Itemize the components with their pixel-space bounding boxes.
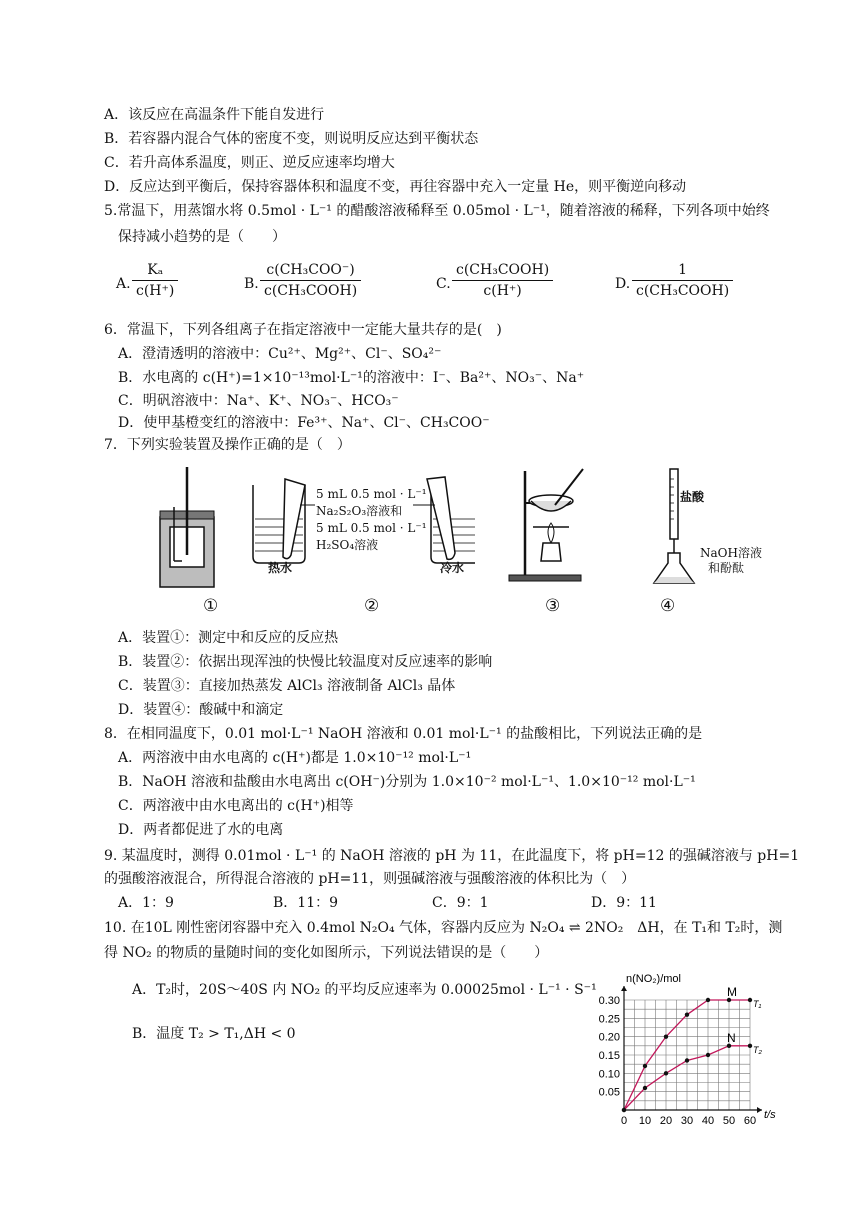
- label-2: ②: [364, 596, 380, 616]
- q5-c-numerator: c(CH₃COOH): [456, 262, 550, 278]
- q5-c-label: C.: [436, 276, 451, 292]
- x-tick-label: 20: [659, 1115, 673, 1127]
- no2-chart: [590, 962, 785, 1130]
- q5-d-numerator: 1: [678, 262, 688, 278]
- app2-text-4: H₂SO₄溶液: [316, 538, 379, 552]
- q10-stem-line1: 10. 在10L 刚性密闭容器中充入 0.4mol N₂O₄ 气体，容器内反应为 N₂O₄ ⇌ 2NO₂ ΔH，在 T₁和 T₂时，测: [104, 920, 783, 936]
- q6-option-d: D．使甲基橙变红的溶液中：Fe³⁺、Na⁺、Cl⁻、CH₃COO⁻: [118, 415, 490, 431]
- q10-stem-line2: 得 NO₂ 的物质的量随时间的变化如图所示，下列说法错误的是（ ）: [104, 945, 549, 961]
- q5-a-numerator: Kₐ: [147, 262, 164, 278]
- naoh-label-1: NaOH溶液: [700, 546, 762, 560]
- q8-option-b: B．NaOH 溶液和盐酸由水电离出 c(OH⁻)分别为 1.0×10⁻² mol·L⁻¹、1.0×10⁻¹² mol·L⁻¹: [118, 774, 696, 790]
- q5-d-fraction: [632, 262, 733, 299]
- series-1-point: [685, 1012, 689, 1016]
- series-1-point: [643, 1064, 647, 1068]
- y-tick-label: 0.30: [598, 995, 620, 1007]
- q9-option-d: D．9：11: [591, 895, 657, 911]
- q10-option-b: B．温度 T₂ > T₁,ΔH < 0: [132, 1026, 296, 1042]
- q8-option-c: C．两溶液中由水电离出的 c(H⁺)相等: [118, 798, 354, 814]
- series-2-name: T₂: [753, 1044, 762, 1055]
- q10-option-a: A．T₂时，20S～40S 内 NO₂ 的平均反应速率为 0.00025mol · L⁻¹ · S⁻¹: [132, 982, 597, 998]
- series-2-point: [622, 1108, 626, 1112]
- series-1-name: T₁: [753, 999, 762, 1009]
- q9-option-a: A．1：9: [118, 895, 174, 911]
- y-tick-label: 0.15: [598, 1050, 620, 1062]
- q5-d-label: D.: [615, 276, 631, 292]
- q5-c-denominator: c(H⁺): [483, 283, 522, 299]
- naoh-label-2: 和酚酞: [708, 561, 745, 575]
- app2-text-3: 5 mL 0.5 mol · L⁻¹: [316, 521, 427, 535]
- label-1: ①: [203, 596, 219, 616]
- q5-c-fraction: [452, 262, 553, 299]
- y-axis-label: n(NO₂)/mol: [626, 973, 681, 985]
- x-tick-label: 30: [680, 1115, 694, 1127]
- apparatus-titration: [650, 465, 700, 590]
- cold-water-label: 冷水: [440, 561, 465, 575]
- q7-stem: 7．下列实验装置及操作正确的是（ ）: [104, 437, 351, 453]
- q8-option-d: D．两者都促进了水的电离: [118, 822, 284, 838]
- apparatus-evaporation: [505, 465, 585, 585]
- series-2-point: [643, 1086, 647, 1090]
- q4-option-c: C．若升高体系温度，则正、逆反应速率均增大: [104, 155, 395, 171]
- q5-b-numerator: c(CH₃COO⁻): [266, 262, 355, 278]
- q5-d-denominator: c(CH₃COOH): [636, 283, 730, 299]
- q9-stem-line2: 的强酸溶液混合，所得混合溶液的 pH=11，则强碱溶液与强酸溶液的体积比为（ ）: [104, 871, 636, 887]
- q5-a-label: A.: [116, 276, 131, 292]
- q8-stem: 8．在相同温度下，0.01 mol·L⁻¹ NaOH 溶液和 0.01 mol·L⁻¹ 的盐酸相比，下列说法正确的是: [104, 726, 703, 742]
- q5-stem-line1: 5.常温下，用蒸馏水将 0.5mol · L⁻¹ 的醋酸溶液稀释至 0.05mol · L⁻¹，随着溶液的稀释，下列各项中始终: [104, 203, 770, 219]
- q7-option-b: B．装置②：依据出现浑浊的快慢比较温度对反应速率的影响: [118, 654, 493, 670]
- x-tick-label: 50: [722, 1115, 736, 1127]
- q5-stem-line2: 保持减小趋势的是（ ）: [118, 229, 286, 245]
- q5-b-denominator: c(CH₃COOH): [264, 283, 358, 299]
- y-tick-label: 0.25: [598, 1013, 620, 1026]
- app2-text-2: Na₂S₂O₃溶液和: [316, 504, 403, 518]
- q5-b-fraction: [260, 262, 361, 299]
- q9-stem-line1: 9. 某温度时，测得 0.01mol · L⁻¹ 的 NaOH 溶液的 pH 为 11，在此温度下，将 pH=12 的强碱溶液与 pH=1: [104, 848, 800, 864]
- q9-option-c: C．9：1: [432, 895, 489, 911]
- series-2-point: [748, 1044, 752, 1048]
- q4-option-b: B．若容器内混合气体的密度不变，则说明反应达到平衡状态: [104, 131, 479, 147]
- series-1-point: [748, 998, 752, 1002]
- x-axis-arrow: [757, 1107, 762, 1113]
- y-tick-label: 0.10: [598, 1068, 620, 1081]
- q9-option-b: B．11：9: [273, 895, 339, 911]
- series-2-point: [664, 1071, 668, 1075]
- x-tick-label: 40: [701, 1115, 715, 1127]
- q4-option-a: A．该反应在高温条件下能自发进行: [104, 107, 325, 123]
- hot-water-label: 热水: [268, 561, 293, 575]
- q6-option-b: B．水电离的 c(H⁺)=1×10⁻¹³mol·L⁻¹的溶液中：I⁻、Ba²⁺、NO₃⁻、Na⁺: [118, 370, 585, 386]
- hcl-label: 盐酸: [680, 490, 705, 504]
- y-tick-label: 0.05: [598, 1086, 620, 1099]
- series-2-point: [685, 1058, 689, 1062]
- apparatus-calorimeter: [158, 465, 218, 590]
- q6-option-a: A．澄清透明的溶液中：Cu²⁺、Mg²⁺、Cl⁻、SO₄²⁻: [118, 346, 442, 362]
- q6-option-c: C．明矾溶液中：Na⁺、K⁺、NO₃⁻、HCO₃⁻: [118, 393, 399, 409]
- q5-a-fraction: [132, 262, 178, 299]
- y-tick-label: 0.20: [598, 1031, 620, 1044]
- label-3: ③: [545, 596, 561, 616]
- app2-text-1: 5 mL 0.5 mol · L⁻¹: [316, 487, 427, 501]
- q6-stem: 6．常温下，下列各组离子在指定溶液中一定能大量共存的是( ): [104, 322, 502, 338]
- label-4: ④: [660, 596, 676, 616]
- q7-option-d: D．装置④：酸碱中和滴定: [118, 702, 284, 718]
- x-tick-label: 0: [620, 1115, 628, 1127]
- x-tick-label: 10: [638, 1115, 652, 1127]
- series-1-point-label: M: [727, 985, 737, 999]
- q7-option-a: A．装置①：测定中和反应的反应热: [118, 630, 339, 646]
- q5-b-label: B.: [244, 276, 259, 292]
- series-2-point-label: N: [727, 1030, 736, 1045]
- y-axis-arrow: [621, 986, 627, 991]
- x-tick-label: 60: [743, 1115, 757, 1127]
- series-1-point: [664, 1034, 668, 1038]
- q5-a-denominator: c(H⁺): [136, 283, 175, 299]
- x-axis-label: t/s: [764, 1109, 776, 1121]
- q8-option-a: A．两溶液中由水电离的 c(H⁺)都是 1.0×10⁻¹² mol·L⁻¹: [118, 750, 472, 766]
- q4-option-d: D．反应达到平衡后，保持容器体积和温度不变，再往容器中充入一定量 He，则平衡逆向移动: [104, 179, 687, 195]
- series-1-point: [706, 998, 710, 1002]
- q7-option-c: C．装置③：直接加热蒸发 AlCl₃ 溶液制备 AlCl₃ 晶体: [118, 678, 456, 694]
- series-2-point: [706, 1053, 710, 1057]
